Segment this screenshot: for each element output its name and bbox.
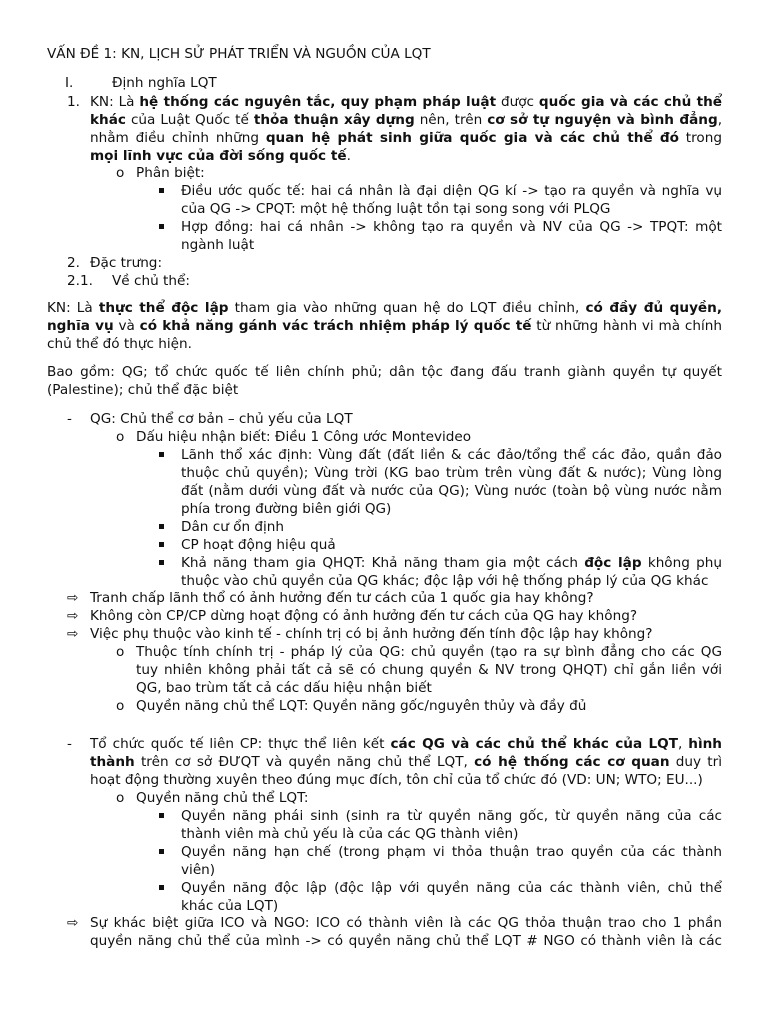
bullet-line: Lãnh thổ xác định: Vùng đất (đất liền & các đảo/tổng thể các đảo, quần đảo [181,447,722,463]
bullet-line: Dấu hiệu nhận biết: Điều 1 Công ước Montevideo [136,429,472,445]
paragraph-line: nhằm điều chỉnh những quan hệ phát sinh giữa quốc gia và các chủ thể đó trong [90,130,722,146]
bullet-line: thành viên mà chủ yếu là của các QG thành viên) [181,826,519,842]
paragraph-line: mọi lĩnh vực của đời sống quốc tế. [90,148,351,164]
bullet-line: tuy nhiên không phải tất cả sẽ có chung quyền & NV trong QHQT) chỉ gắn liền với [136,662,722,678]
square-bullet [159,542,164,547]
paragraph-line: Tổ chức quốc tế liên CP: thực thể liên kết các QG và các chủ thể khác của LQT, hình [90,736,722,752]
doc-title: VẤN ĐỀ 1: KN, LỊCH SỬ PHÁT TRIỂN VÀ NGUỒN CỦA LQT [47,46,431,62]
square-bullet [159,813,164,818]
bullet-line: Quyền năng phái sinh (sinh ra từ quyền năng gốc, từ quyền năng của các [181,808,722,824]
paragraph-line: khác của Luật Quốc tế thỏa thuận xây dựng nên, trên cơ sở tự nguyện và bình đẳng, [90,112,723,128]
bullet-line: Quyền năng chủ thể LQT: Quyền năng gốc/nguyên thủy và đầy đủ [136,698,587,714]
bullet-line: Quyền năng hạn chế (trong phạm vi thỏa thuận trao quyền của các thành [181,844,722,860]
circle-bullet: o [116,698,125,714]
bullet-line: Khả năng tham gia QHQT: Khả năng tham gia một cách độc lập không phụ [181,555,722,571]
bullet-line: Điều ước quốc tế: hai cá nhân là đại diện QG kí -> tạo ra quyền và nghĩa vụ [181,183,722,199]
square-bullet [159,452,164,457]
bullet-line: Quyền năng độc lập (độc lập với quyền năng của các thành viên, chủ thể [181,880,722,896]
section-number: I. [65,75,74,91]
paragraph-line: KN: Là hệ thống các nguyên tắc, quy phạm pháp luật được quốc gia và các chủ thể [90,94,722,110]
paragraph-line: thành trên cơ sở ĐƯQT và quyền năng chủ thể LQT, có hệ thống các cơ quan duy trì [90,754,722,770]
paragraph-line: chủ thể đó thực hiện. [47,336,192,352]
arrow-bullet: ⇨ [67,590,79,606]
bullet-line: QG: Chủ thể cơ bản – chủ yếu của LQT [90,411,353,427]
bullet-line: phía trong đường biên giới QG) [181,501,392,517]
dash-bullet: - [67,736,72,752]
sub-heading: Phân biệt: [136,165,205,181]
paragraph-line: quyền năng chủ thể của mình -> có quyền năng chủ thể LQT # NGO có thành viên là các [90,933,722,949]
square-bullet [159,560,164,565]
arrow-bullet: ⇨ [67,626,79,642]
item-label: Về chủ thể: [112,273,190,289]
bullet-line: QG, bao trùm tất cả các dấu hiệu nhận biết [136,680,432,696]
paragraph-line: KN: Là thực thể độc lập tham gia vào những quan hệ do LQT điều chỉnh, có đầy đủ quyền, [47,300,722,316]
square-bullet [159,885,164,890]
item-number: 2. [67,255,80,271]
bullet-line: thuộc vào chủ quyền của QG khác; độc lập với hệ thống pháp lý của QG khác [181,573,709,589]
dash-bullet: - [67,411,72,427]
bullet-line: đất (nằm dưới vùng đất và nước của QG); Vùng nước (toàn bộ vùng nước nằm [181,483,722,499]
bullet-line: CP hoạt động hiệu quả [181,537,336,553]
bullet-line: Thuộc tính chính trị - pháp lý của QG: chủ quyền (tạo ra sự bình đẳng cho các QG [136,644,722,660]
bullet-line: của QG -> CPQT: một hệ thống luật tồn tại song song với PLQG [181,201,611,217]
bullet-line: Quyền năng chủ thể LQT: [136,790,309,806]
circle-bullet: o [116,790,125,806]
paragraph-line: nghĩa vụ và có khả năng gánh vác trách nhiệm pháp lý quốc tế từ những hành vi mà chính [47,318,722,334]
arrow-bullet: ⇨ [67,608,79,624]
square-bullet [159,188,164,193]
bullet-line: khác của LQT) [181,898,279,914]
circle-bullet: o [116,429,125,445]
paragraph-line: Sự khác biệt giữa ICO và NGO: ICO có thành viên là các QG thỏa thuận trao cho 1 phần [90,915,722,931]
paragraph-line: Bao gồm: QG; tổ chức quốc tế liên chính phủ; dân tộc đang đấu tranh giành quyền tự quyết [47,364,722,380]
circle-bullet: o [116,644,125,660]
bullet-line: ngành luật [181,237,255,253]
arrow-bullet: ⇨ [67,915,79,931]
square-bullet [159,224,164,229]
bullet-line: viên) [181,862,216,878]
question-line: Việc phụ thuộc vào kinh tế - chính trị có bị ảnh hưởng đến tính độc lập hay không? [90,626,653,642]
item-label: Đặc trưng: [90,255,163,271]
bullet-line: Hợp đồng: hai cá nhân -> không tạo ra quyền và NV của QG -> TPQT: một [181,219,722,235]
item-number: 2.1. [67,273,93,289]
square-bullet [159,849,164,854]
section-title: Định nghĩa LQT [112,75,217,91]
bullet-line: Dân cư ổn định [181,519,285,535]
item-number: 1. [67,94,80,110]
paragraph-line: (Palestine); chủ thể đặc biệt [47,382,239,398]
bullet-line: thuộc chủ quyền); Vùng trời (KG bao trùm trên vùng đất & nước); Vùng lòng [181,465,722,481]
circle-bullet: o [116,165,125,181]
paragraph-line: hoạt động thường xuyên theo đúng mục đích, tôn chỉ của tổ chức đó (VD: UN; WTO; EU...) [90,772,703,788]
square-bullet [159,524,164,529]
question-line: Tranh chấp lãnh thổ có ảnh hưởng đến tư cách của 1 quốc gia hay không? [90,590,594,606]
question-line: Không còn CP/CP dừng hoạt động có ảnh hưởng đến tư cách của QG hay không? [90,608,638,624]
